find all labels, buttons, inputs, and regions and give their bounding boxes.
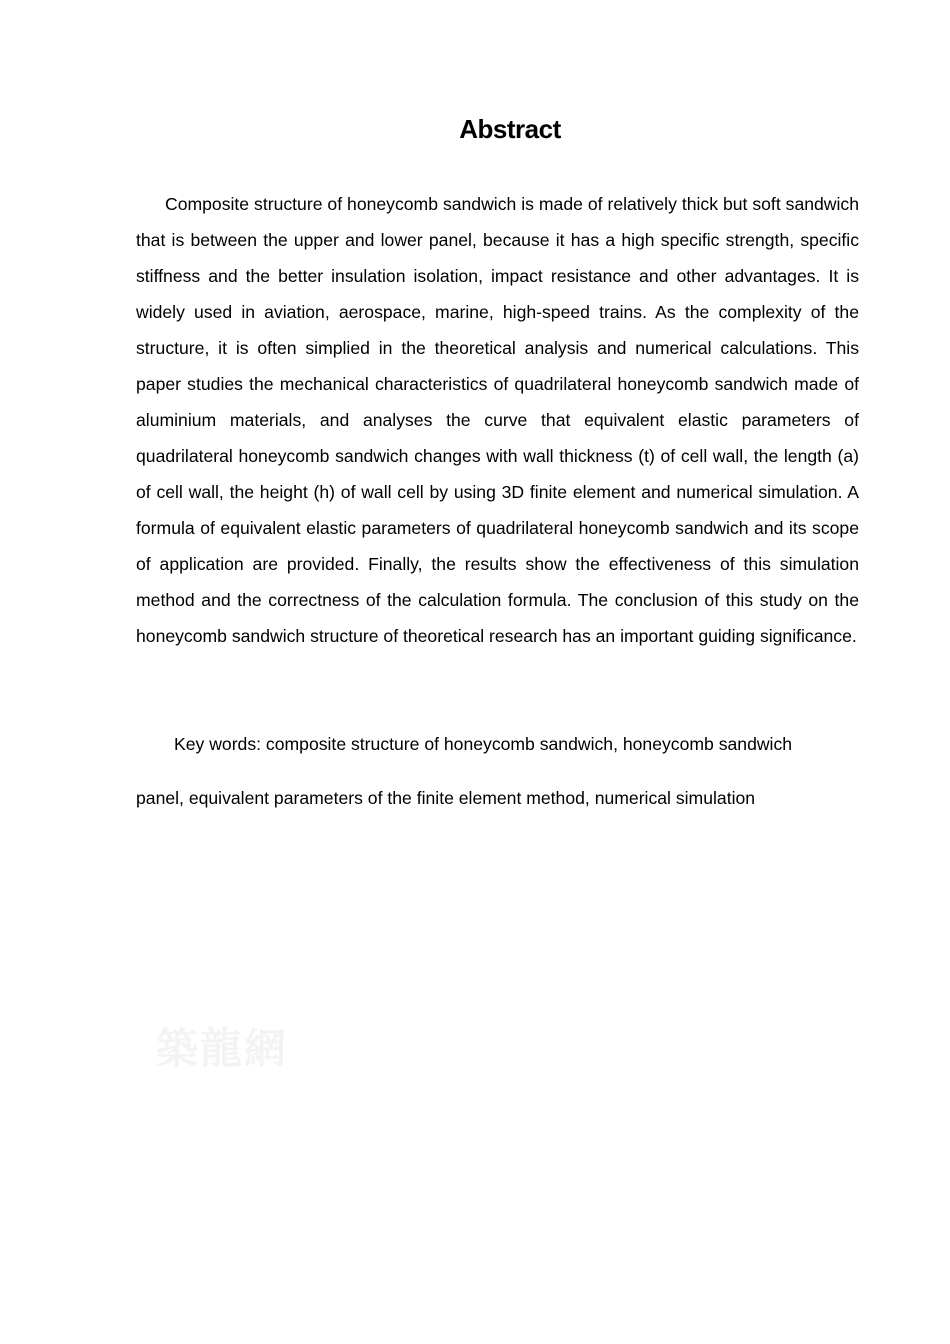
- keywords-line-1: [174, 726, 874, 762]
- keywords-text-1: : composite structure of honeycomb sandwich, honeycomb sandwich: [256, 734, 793, 754]
- page-title: Abstract: [459, 114, 561, 144]
- keywords-line-2: panel, equivalent parameters of the finite element method, numerical simulation: [136, 788, 756, 808]
- watermark-logo: 築龍網: [156, 1024, 289, 1073]
- keywords-label: Key words: [174, 734, 257, 754]
- abstract-paragraph: Composite structure of honeycomb sandwich is made of relatively thick but soft sandwich that is between the upper and lower panel, because it has a high specific strength, specific stiffness and the better insulation isolation, impact resistance and other advantages. It is widely used in aviation, aerospace, marine, high-speed trains. As the complexity of the structure, it is often simplied in the theoretical analysis and numerical calculations. This paper studies the mechanical characteristics of quadrilateral honeycomb sandwich made of aluminium materials, and analyses the curve that equivalent elastic parameters of quadrilateral honeycomb sandwich changes with wall thickness (t) of cell wall, the length (a) of cell wall, the height (h) of wall cell by using 3D finite element and numerical simulation. A formula of equivalent elastic parameters of quadrilateral honeycomb sandwich and its scope of application are provided. Finally, the results show the effectiveness of this simulation method and the correctness of the calculation formula. The conclusion of this study on the honeycomb sandwich structure of theoretical research has an important guiding significance.: [136, 194, 859, 646]
